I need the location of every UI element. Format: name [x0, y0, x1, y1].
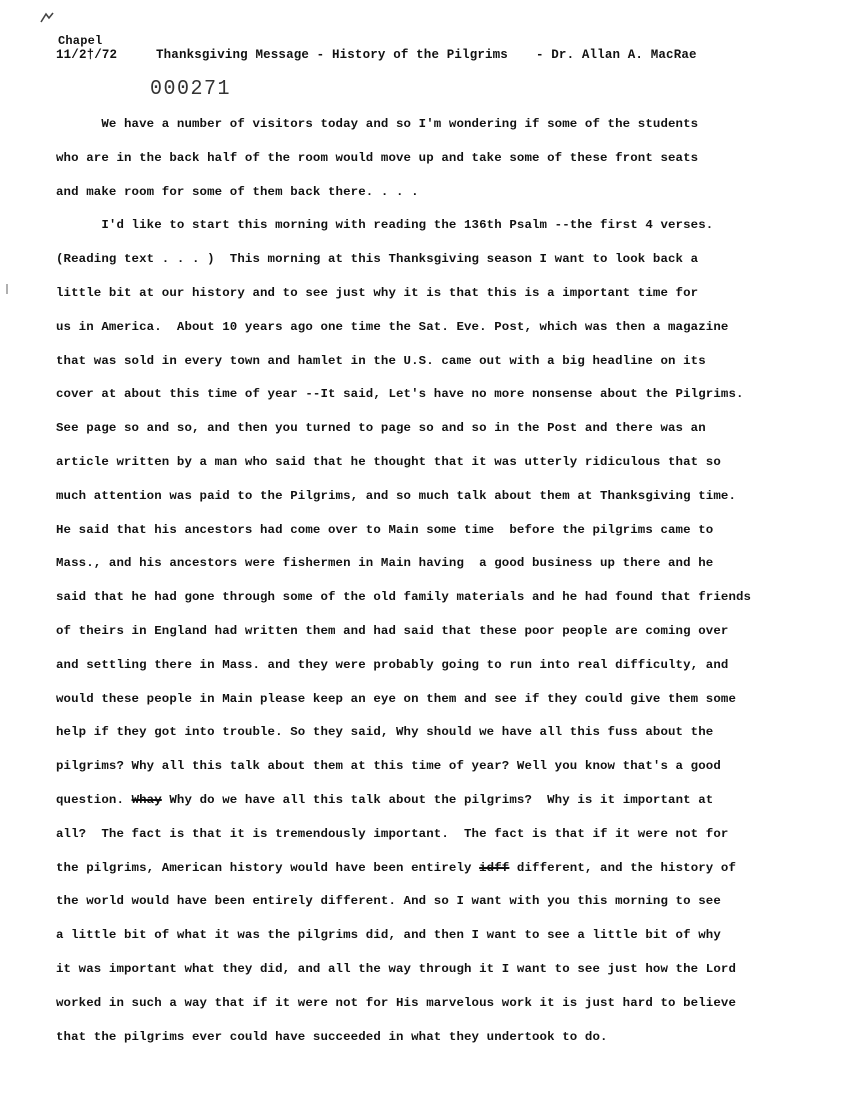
- text-line: the world would have been entirely different. And so I want with you this morning to see: [56, 894, 721, 909]
- text-line: that the pilgrims ever could have succeeded in what they undertook to do.: [56, 1029, 608, 1044]
- text-line: and make room for some of them back there. . . .: [56, 184, 419, 199]
- header-date: 11/2†/72: [56, 48, 118, 62]
- document-header: [56, 48, 697, 62]
- text-line: [56, 789, 846, 823]
- text-line: He said that his ancestors had come over to Main some time before the pilgrims came to: [56, 522, 714, 537]
- text-line: Mass., and his ancestors were fishermen in Main having a good business up there and he: [56, 556, 714, 571]
- chapel-label: Chapel: [58, 34, 103, 48]
- text-line: help if they got into trouble. So they said, Why should we have all this fuss about the: [56, 725, 714, 740]
- text-line: much attention was paid to the Pilgrims, and so much talk about them at Thanksgiving time.: [56, 488, 737, 503]
- text-line: and settling there in Mass. and they were probably going to run into real difficulty, and: [56, 657, 729, 672]
- text-line: of theirs in England had written them and had said that these poor people are coming over: [56, 623, 729, 638]
- struck-word: Whay: [131, 792, 162, 807]
- header-author: - Dr. Allan A. MacRae: [535, 48, 697, 62]
- text-line: it was important what they did, and all the way through it I want to see just how the Lord: [56, 961, 737, 976]
- text-line: a little bit of what it was the pilgrims did, and then I want to see a little bit of why: [56, 928, 721, 943]
- line-start: question.: [56, 792, 132, 807]
- text-line: us in America. About 10 years ago one time the Sat. Eve. Post, which was then a magazine: [56, 319, 729, 334]
- text-line: We have a number of visitors today and so I'm wondering if some of the students: [56, 117, 699, 131]
- margin-tick: [6, 284, 8, 294]
- text-line: that was sold in every town and hamlet in the U.S. came out with a big headline on its: [56, 353, 706, 368]
- text-line: I'd like to start this morning with reading the 136th Psalm --the first 4 verses.: [56, 218, 714, 233]
- text-line: [56, 857, 846, 891]
- text-line: would these people in Main please keep an eye on them and see if they could give them some: [56, 691, 737, 706]
- text-line: little bit at our history and to see just why it is that this is a important time for: [56, 285, 699, 300]
- line-start: the pilgrims, American history would have been entirely: [56, 860, 480, 875]
- text-line: who are in the back half of the room would move up and take some of these front seats: [56, 150, 699, 165]
- text-line: See page so and so, and then you turned to page so and so in the Post and there was an: [56, 421, 706, 436]
- document-number: 000271: [150, 77, 232, 102]
- text-line: all? The fact is that it is tremendously important. The fact is that if it were not for: [56, 826, 729, 841]
- body-text: [56, 113, 846, 1059]
- line-rest: different, and the history of: [509, 860, 737, 875]
- text-line: article written by a man who said that he thought that it was utterly ridiculous that so: [56, 454, 721, 469]
- header-title: Thanksgiving Message - History of the Pilgrims: [156, 48, 508, 62]
- struck-word: idff: [479, 860, 510, 875]
- line-rest: Why do we have all this talk about the pilgrims? Why is it important at: [161, 792, 714, 807]
- text-line: cover at about this time of year --It said, Let's have no more nonsense about the Pilgrims.: [56, 387, 744, 402]
- text-line: (Reading text . . . ) This morning at this Thanksgiving season I want to look back a: [56, 252, 699, 267]
- text-line: said that he had gone through some of the old family materials and he had found that friends: [56, 590, 752, 605]
- text-line: worked in such a way that if it were not for His marvelous work it is just hard to believe: [56, 995, 737, 1010]
- ink-mark-icon: [40, 12, 54, 24]
- text-line: pilgrims? Why all this talk about them at this time of year? Well you know that's a good: [56, 759, 721, 774]
